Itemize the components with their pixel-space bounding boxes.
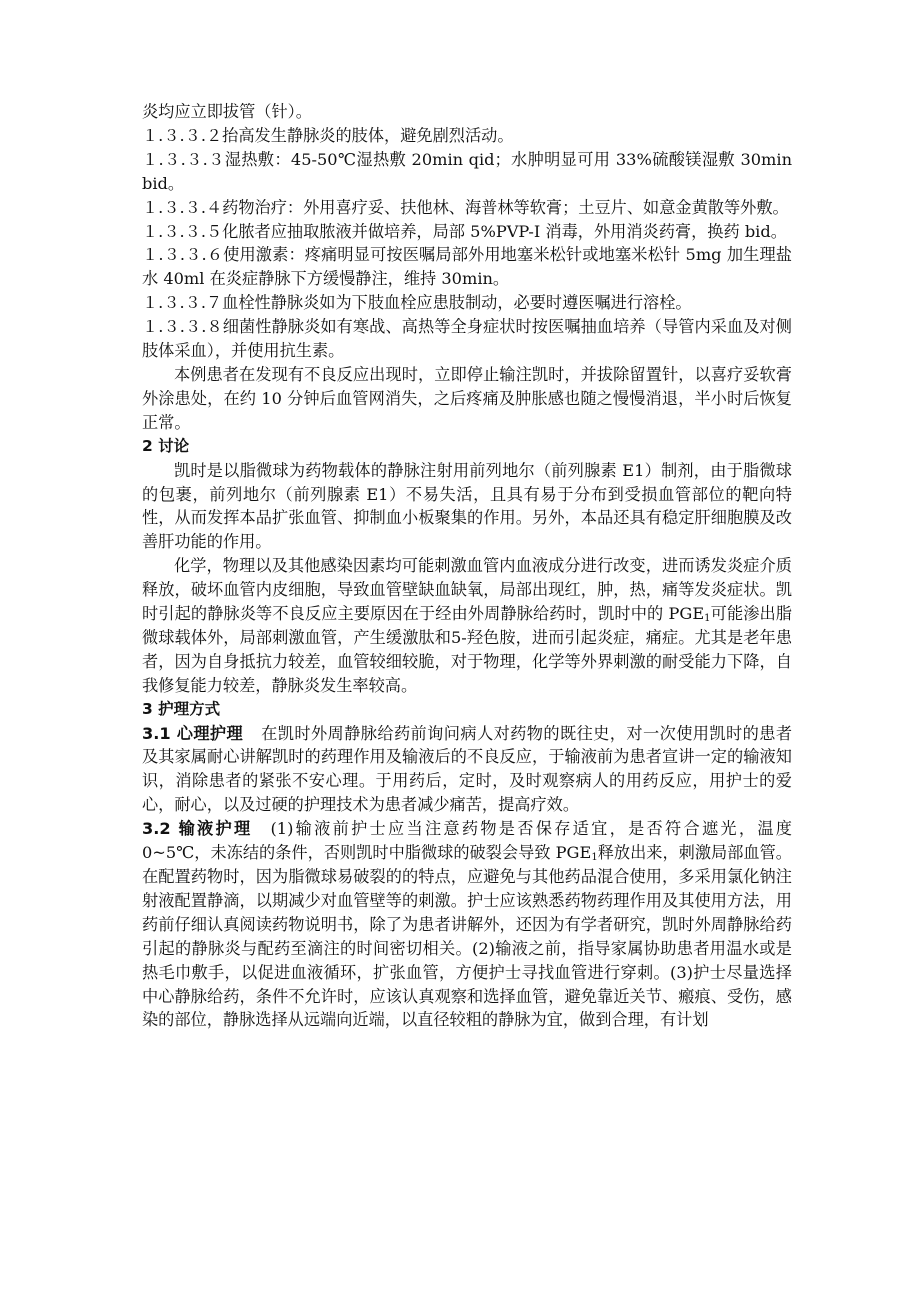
text-line: １.３.３.８细菌性静脉炎如有寒战、高热等全身症状时按医嘱抽血培养（导管内采血及对侧肢体采血），并使用抗生素。 [142,317,792,361]
section-heading: 2 讨论 [142,436,190,455]
document-page [142,100,792,1032]
text-line: 炎均应立即拔管（针）。 [142,102,312,121]
subscript: 1 [704,613,711,625]
text-line: １.３.３.７血栓性静脉炎如为下肢血栓应患肢制动，必要时遵医嘱进行溶栓。 [142,293,692,313]
paragraph-text: 化学，物理以及其他感染因素均可能刺激血管内血液成分进行改变，进而诱发炎症介质释放，破坏血管内皮细胞，导致血管壁缺血缺氧，局部出现红，肿，热，痛等发炎症状。凯时引起的静脉炎等不良反应主要原因在于经由外周静脉给药时，凯时中的 PGE [142,556,792,624]
paragraph-text: 释放出来，刺激局部血管。在配置药物时，因为脂微球易破裂的的特点，应避免与其他药品混合使用，多采用氯化钠注射液配置静滴，以期减少对血管壁等的刺激。护士应该熟悉药物药理作用及其使用方法，用药前仔细认真阅读药物说明书，除了为患者讲解外，还因为有学者研究，凯时外周静脉给药引起的静脉炎与配药至滴注的时间密切相关。(2)输液之前，指导家属协助患者用温水或是热毛巾敷手，以促进血液循环，扩张血管，方便护士寻找血管进行穿刺。(3)护士尽量选择中心静脉给药，条件不允许时，应该认真观察和选择血管，避免靠近关节、瘢痕、受伤，感染的部位，静脉选择从远端向近端，以直径较粗的静脉为宜，做到合理，有计划 [142,843,792,1030]
subsection-paragraph [142,722,792,818]
paragraph-text: 在凯时外周静脉给药前询问病人对药物的既往史，对一次使用凯时的患者及其家属耐心讲解凯时的药理作用及输液后的不良反应，于输液前为患者宣讲一定的输液知识，消除患者的紧张不安心理。于用药后，定时，及时观察病人的用药反应，用护士的爱心，耐心，以及过硬的护理技术为患者减少痛苦，提高疗效。 [142,723,793,815]
text-line: １.３.３.６使用激素：疼痛明显可按医嘱局部外用地塞米松针或地塞米松针 5mg 加生理盐水 40ml 在炎症静脉下方缓慢静注，维持 30min。 [142,245,792,289]
discussion-paragraph [142,554,792,697]
text-line: １.３.３.４药物治疗：外用喜疗妥、扶他林、海普林等软膏；土豆片、如意金黄散等外敷。 [142,197,789,217]
text-line: １.３.３.５化脓者应抽取脓液并做培养，局部 5%PVP-I 消毒，外用消炎药膏，换药 bid。 [142,221,787,241]
subsection-title: 3.2 输液护理 [142,819,253,839]
paragraph-text: 可能渗出脂微球载体外，局部刺激血管，产生缓激肽和5-羟色胺，进而引起炎症，痛症。尤其是老年患者，因为自身抵抗力较差，血管较细较脆，对于物理，化学等外界刺激的耐受能力下降，自我修复能力较差，静脉炎发生率较高。 [142,604,792,695]
text-line: １.３.３.３湿热敷：45-50℃湿热敷 20min qid；水肿明显可用 33%硫酸镁湿敷 30min bid。 [142,149,792,193]
text-line: １.３.３.２抬高发生静脉炎的肢体，避免剧烈活动。 [142,125,514,145]
paragraph-text: (1)输液前护士应当注意药物是否保存适宜，是否符合遮光，温度 0~5℃，未冻结的条件，否则凯时中脂微球的破裂会导致 PGE [142,819,792,863]
subscript: 1 [591,852,598,864]
section-heading: 3 护理方式 [142,699,221,718]
subsection-title: 3.1 心理护理 [142,723,244,743]
case-paragraph: 本例患者在发现有不良反应出现时，立即停止输注凯时，并拔除留置针，以喜疗妥软膏外涂患处，在约 10 分钟后血管网消失，之后疼痛及肿胀感也随之慢慢消退，半小时后恢复正常。 [142,364,792,432]
discussion-paragraph: 凯时是以脂微球为药物载体的静脉注射用前列地尔（前列腺素 E1）制剂，由于脂微球的包裹，前列地尔（前列腺素 E1）不易失活，且具有易于分布到受损血管部位的靶向特性，从而发挥本品扩张血管、抑制血小板聚集的作用。另外，本品还具有稳定肝细胞膜及改善肝功能的作用。 [142,460,792,552]
subsection-paragraph [142,817,792,1032]
